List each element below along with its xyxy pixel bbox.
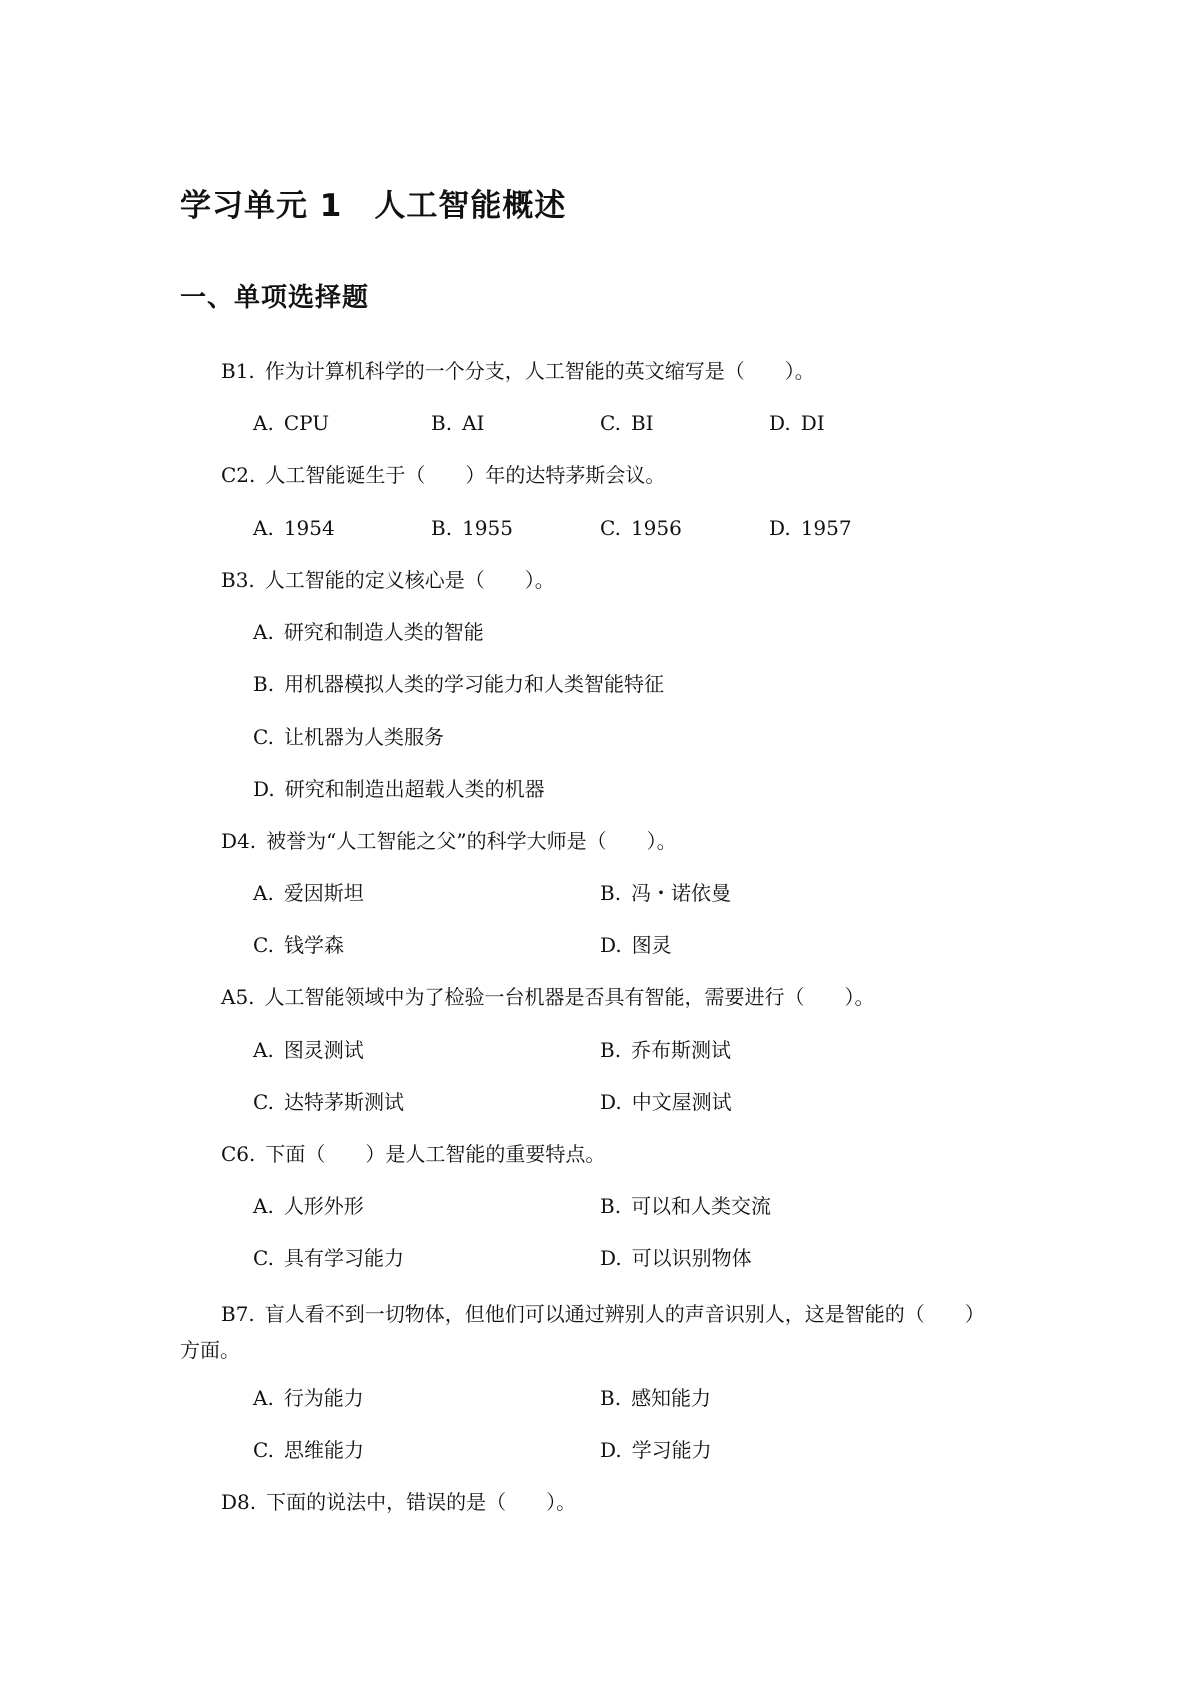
question-5 (221, 983, 875, 1011)
option-2d (769, 514, 852, 542)
option-6b (600, 1192, 771, 1220)
option-text: 让机器为人类服务 (283, 725, 444, 749)
option-letter: A. (253, 411, 274, 435)
option-letter: A. (253, 516, 274, 540)
question-number: D4. (221, 829, 257, 853)
option-6d (600, 1244, 752, 1272)
question-4 (221, 827, 677, 855)
option-text: 中文屋测试 (631, 1090, 732, 1114)
option-7c (253, 1436, 364, 1464)
option-letter: D. (600, 1090, 622, 1114)
option-text: 1956 (630, 516, 682, 540)
option-4a (253, 879, 364, 907)
option-5c (253, 1088, 404, 1116)
option-letter: D. (769, 516, 791, 540)
option-2b (431, 514, 513, 542)
option-5b (600, 1036, 731, 1064)
option-text: 可以识别物体 (631, 1246, 752, 1270)
question-number: A5. (221, 985, 255, 1009)
option-1d (769, 409, 825, 437)
question-1 (221, 357, 815, 385)
option-5a (253, 1036, 364, 1064)
question-text: 下面（ ）是人工智能的重要特点。 (265, 1142, 606, 1166)
option-letter: C. (600, 516, 621, 540)
option-text: 钱学森 (283, 933, 344, 957)
option-3c (253, 723, 444, 751)
option-letter: C. (253, 725, 274, 749)
option-1a (253, 409, 329, 437)
option-text: 感知能力 (631, 1386, 712, 1410)
option-text: 冯・诺依曼 (631, 881, 732, 905)
option-2a (253, 514, 335, 542)
question-7 (180, 1296, 980, 1368)
question-text: 下面的说法中，错误的是（ ）。 (266, 1490, 577, 1514)
option-6c (253, 1244, 404, 1272)
question-number: B3. (221, 568, 255, 592)
option-text: 1955 (462, 516, 513, 540)
option-1c (600, 409, 654, 437)
option-text: CPU (283, 411, 330, 435)
question-text: 人工智能的定义核心是（ ）。 (264, 568, 555, 592)
option-text: 可以和人类交流 (631, 1194, 772, 1218)
option-letter: D. (600, 1438, 622, 1462)
option-letter: B. (600, 1386, 622, 1410)
option-3d (253, 775, 545, 803)
option-letter: B. (600, 1038, 622, 1062)
option-letter: A. (253, 1194, 274, 1218)
option-6a (253, 1192, 364, 1220)
option-text: 学习能力 (631, 1438, 712, 1462)
option-4b (600, 879, 731, 907)
option-letter: D. (600, 933, 622, 957)
option-text: 思维能力 (283, 1438, 364, 1462)
option-letter: B. (431, 516, 453, 540)
option-text: 研究和制造出超载人类的机器 (284, 777, 545, 801)
option-letter: C. (253, 1246, 274, 1270)
question-text: 盲人看不到一切物体，但他们可以通过辨别人的声音识别人，这是智能的（ ）方面。 (180, 1302, 975, 1362)
question-number: D8. (221, 1490, 257, 1514)
question-2 (221, 461, 665, 489)
option-letter: C. (600, 411, 621, 435)
option-4d (600, 931, 672, 959)
option-letter: C. (253, 1090, 274, 1114)
option-letter: C. (253, 1438, 274, 1462)
option-text: 具有学习能力 (283, 1246, 404, 1270)
question-number: B7. (221, 1302, 255, 1326)
option-text: 1957 (800, 516, 852, 540)
question-6 (221, 1140, 605, 1168)
option-1b (431, 409, 484, 437)
option-letter: D. (600, 1246, 622, 1270)
option-text: AI (462, 411, 485, 435)
option-letter: C. (253, 933, 274, 957)
question-number: C6. (221, 1142, 256, 1166)
option-letter: B. (253, 672, 275, 696)
question-3 (221, 566, 555, 594)
question-text: 人工智能领域中为了检验一台机器是否具有智能，需要进行（ ）。 (264, 985, 875, 1009)
option-text: 乔布斯测试 (631, 1038, 732, 1062)
option-3b (253, 670, 664, 698)
option-letter: B. (600, 1194, 622, 1218)
question-number: B1. (221, 359, 255, 383)
option-letter: A. (253, 1386, 274, 1410)
option-text: 用机器模拟人类的学习能力和人类智能特征 (284, 672, 665, 696)
option-2c (600, 514, 682, 542)
option-text: 人形外形 (283, 1194, 364, 1218)
option-text: 1954 (283, 516, 335, 540)
option-4c (253, 931, 344, 959)
option-7d (600, 1436, 712, 1464)
question-number: C2. (221, 463, 256, 487)
option-letter: A. (253, 620, 274, 644)
unit-title: 学习单元 1 人工智能概述 (180, 188, 567, 224)
option-letter: A. (253, 881, 274, 905)
question-text: 人工智能诞生于（ ）年的达特茅斯会议。 (265, 463, 666, 487)
option-text: 达特茅斯测试 (283, 1090, 404, 1114)
option-text: 图灵测试 (283, 1038, 364, 1062)
option-text: DI (800, 411, 825, 435)
option-text: 研究和制造人类的智能 (283, 620, 484, 644)
option-letter: D. (769, 411, 791, 435)
option-text: 图灵 (631, 933, 672, 957)
option-letter: A. (253, 1038, 274, 1062)
option-letter: D. (253, 777, 275, 801)
section-title: 一、单项选择题 (180, 283, 370, 313)
option-text: 行为能力 (283, 1386, 364, 1410)
option-3a (253, 618, 484, 646)
option-letter: B. (431, 411, 453, 435)
question-text: 被誉为“人工智能之父”的科学大师是（ ）。 (266, 829, 677, 853)
question-text: 作为计算机科学的一个分支，人工智能的英文缩写是（ ）。 (264, 359, 815, 383)
option-7b (600, 1384, 711, 1412)
option-text: BI (630, 411, 654, 435)
option-7a (253, 1384, 364, 1412)
option-text: 爱因斯坦 (283, 881, 364, 905)
question-8 (221, 1488, 576, 1516)
option-letter: B. (600, 881, 622, 905)
option-5d (600, 1088, 732, 1116)
